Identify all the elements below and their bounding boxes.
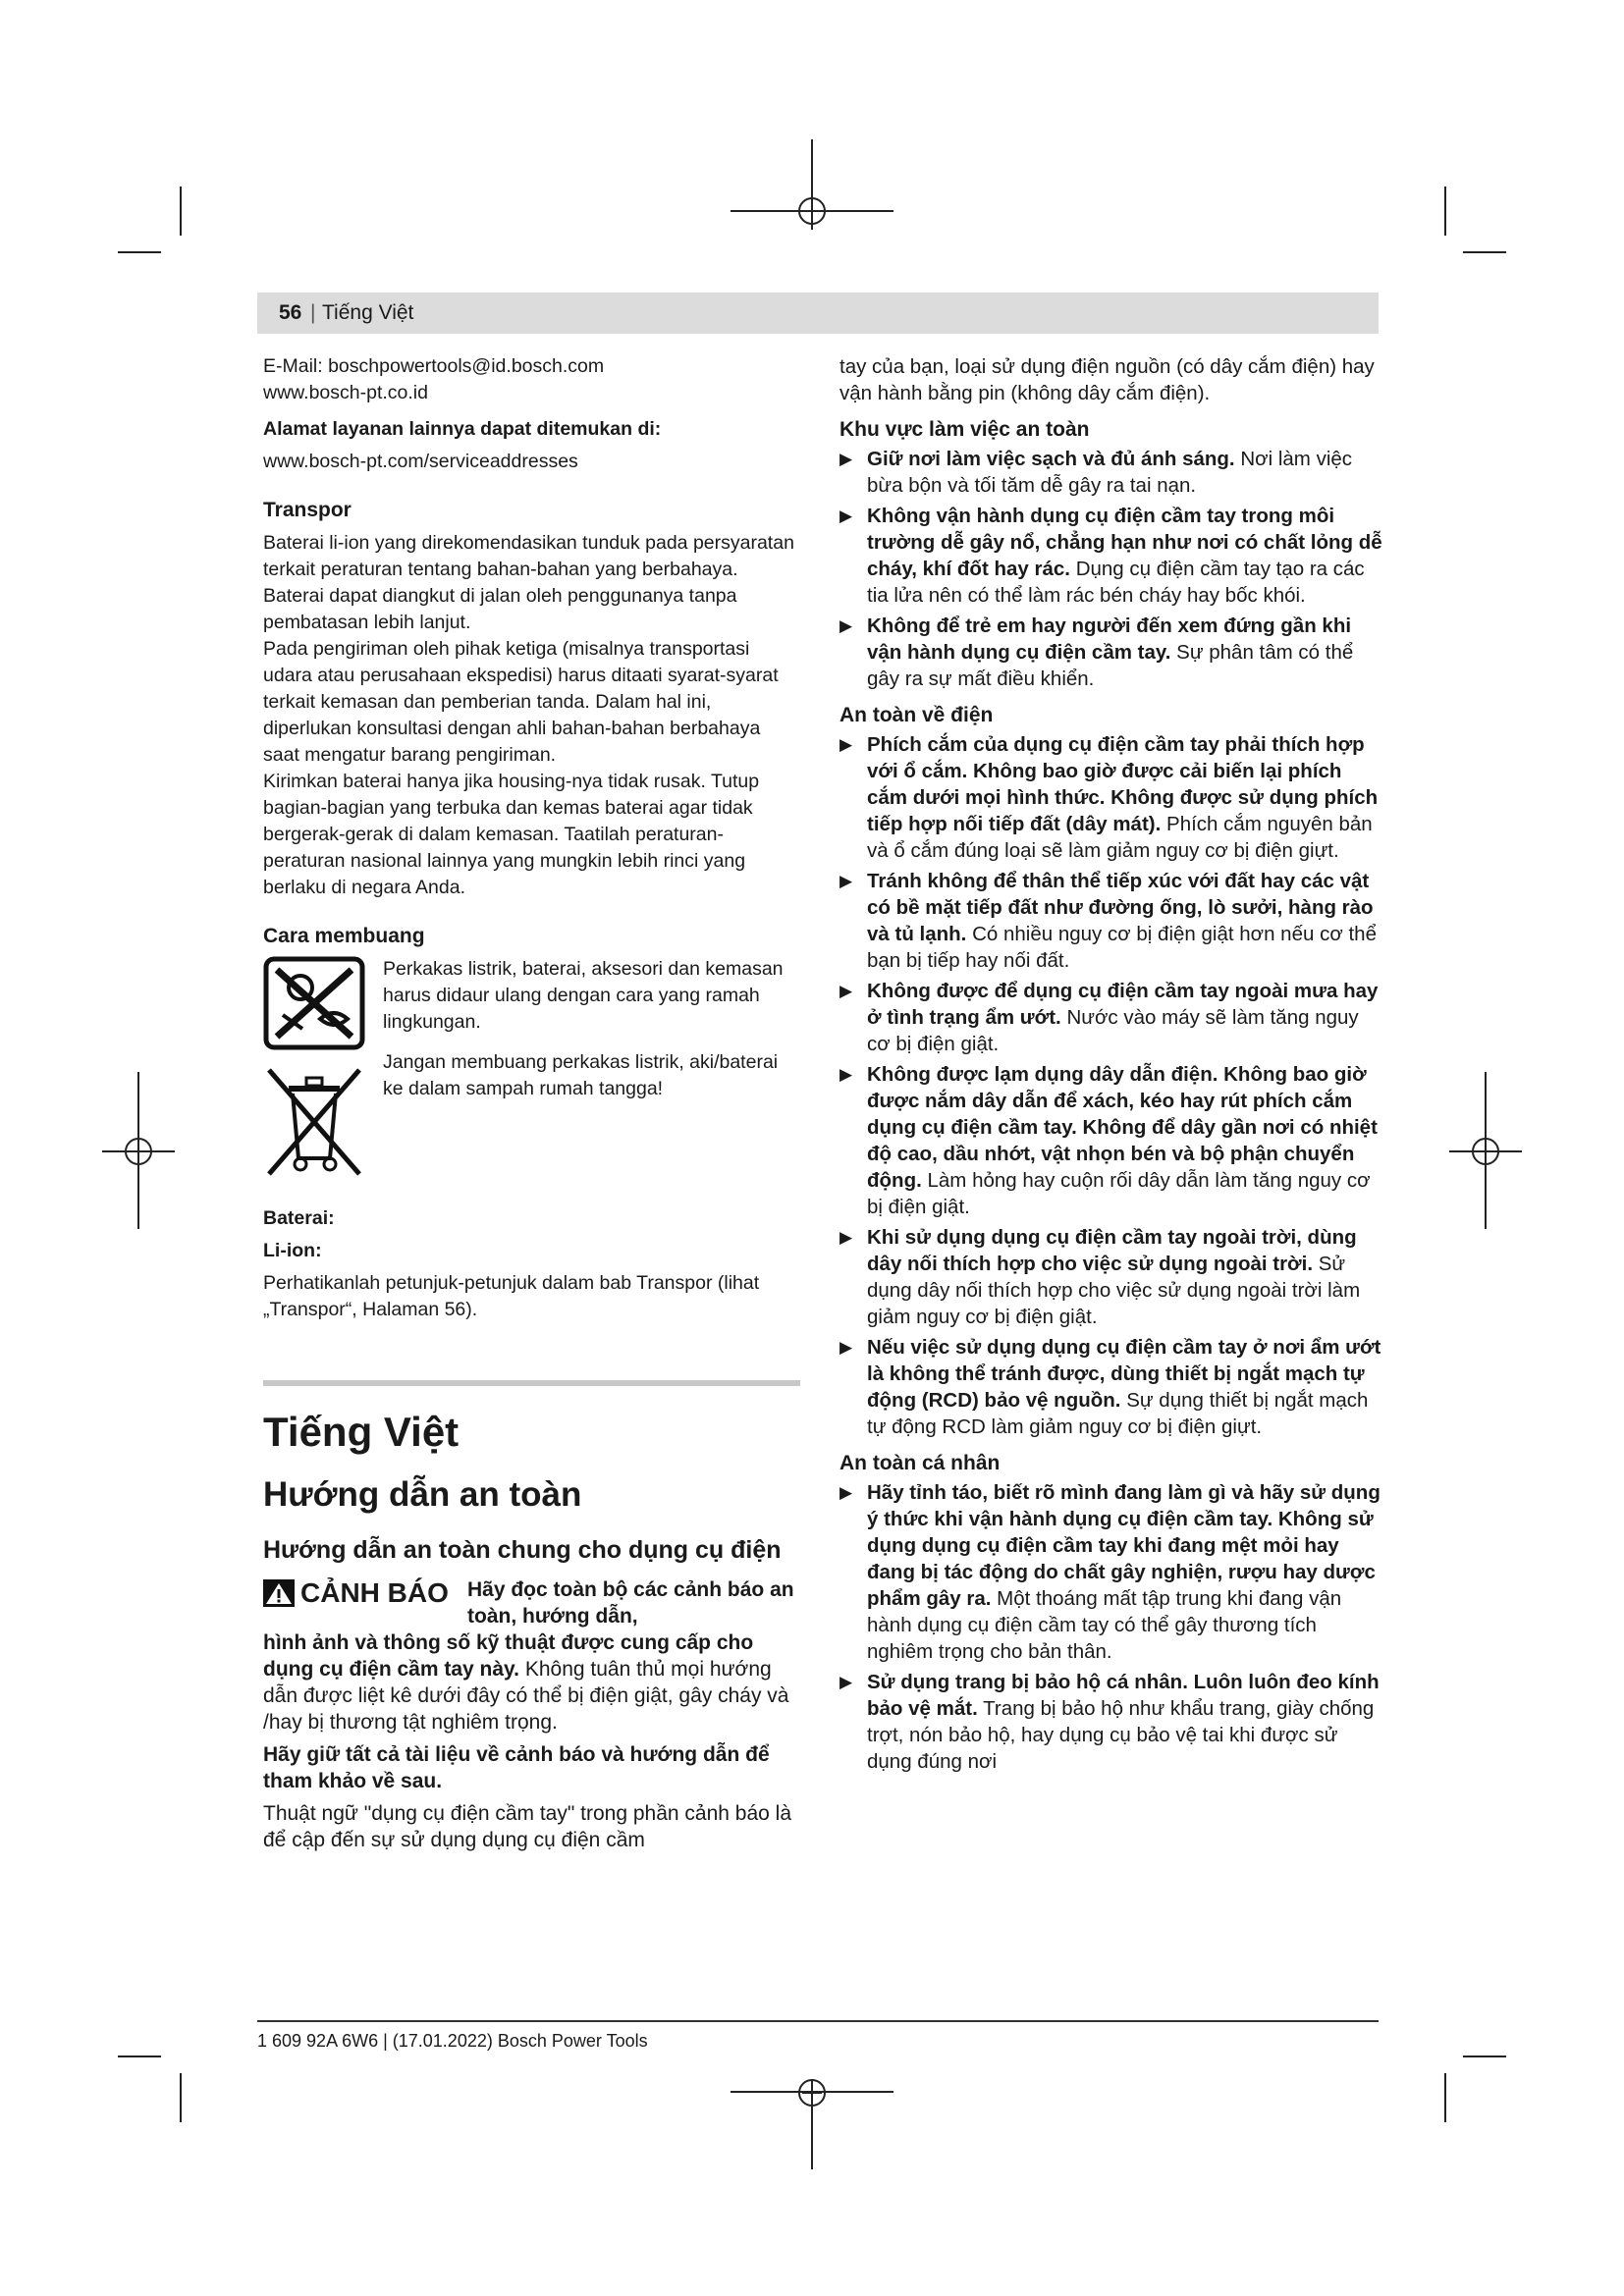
warning-bold-text: hình ảnh và thông số kỹ thuật được cung cấp cho dụng cụ điện cầm tay này. xyxy=(263,1631,754,1681)
disposal-paragraph-1: Perkakas listrik, baterai, aksesori dan kemasan harus didaur ulang dengan cara yang ramah lingkungan. xyxy=(383,958,784,1033)
bullet-text: Trang bị bảo hộ như khẩu trang, giày chống trợt, nón bảo hộ, hay dụng cụ bảo vệ tai khi được sử dụng đúng nơi xyxy=(867,1697,1375,1773)
disposal-block xyxy=(263,956,800,1188)
registration-mark-right xyxy=(1472,1138,1499,1165)
bullet-bold: Không vận hành dụng cụ điện cầm tay trong môi trường dễ gây nổ, chẳng hạn như nơi có chất lỏng dễ cháy, khí đốt hay rác. xyxy=(867,505,1382,580)
transpor-paragraph-3: Kirimkan baterai hanya jika housing-nya tidak rusak. Tutup bagian-bagian yang terbuka dan kemas baterai agar tidak bergerak-gerak di dalam kemasan. Taatilah peraturan-peraturan nasional lainnya yang mungkin lebih rinci yang berlaku di negara Anda. xyxy=(263,771,760,898)
bullet-text: Nước vào máy sẽ làm tăng nguy cơ bị điện giật. xyxy=(867,1006,1359,1055)
bullet-text: Một thoáng mất tập trung khi đang vận hành dụng cụ điện cầm tay có thể gây thương tích nghiêm trọng cho bản thân. xyxy=(867,1587,1342,1663)
general-safety-heading: Hướng dẫn an toàn chung cho dụng cụ điện xyxy=(263,1536,782,1564)
list-item xyxy=(839,731,1384,864)
warning-heading: Hãy đọc toàn bộ các cảnh báo an toàn, hướng dẫn, xyxy=(467,1578,794,1628)
list-item xyxy=(839,1334,1384,1440)
section-title: Tiếng Việt xyxy=(263,1409,460,1455)
section-divider xyxy=(263,1380,800,1386)
bullet-text: Phích cắm nguyên bản và ổ cắm đúng loại sẽ làm giảm nguy cơ bị điện giựt. xyxy=(867,813,1373,862)
crop-mark-top-right-h xyxy=(1463,251,1506,253)
crop-mark-bottom-right-v xyxy=(1444,2073,1446,2122)
term-definition-text: Thuật ngữ "dụng cụ điện cầm tay" trong phần cảnh báo là để cập đến sự sử dụng dụng cụ điện cầm xyxy=(263,1802,791,1851)
electrical-safety-list xyxy=(839,731,1384,1440)
registration-mark-top xyxy=(798,197,826,225)
bullet-bold: Giữ nơi làm việc sạch và đủ ánh sáng. xyxy=(867,448,1235,470)
service-address-url: www.bosch-pt.com/serviceaddresses xyxy=(263,451,578,472)
list-item xyxy=(839,1224,1384,1330)
bullet-text: Làm hỏng hay cuộn rối dây dẫn làm tăng nguy cơ bị điện giật. xyxy=(867,1169,1371,1218)
warning-triangle-icon xyxy=(263,1579,295,1607)
right-column xyxy=(839,353,1384,1779)
list-item xyxy=(839,978,1384,1057)
transport-note: Perhatikanlah petunjuk-petunjuk dalam bab Transpor (lihat „Transpor“, Halaman 56). xyxy=(263,1272,760,1320)
warning-normal-text: Không tuân thủ mọi hướng dẫn được liệt kê dưới đây có thể bị điện giật, gây cháy và /hay bị thương tật nghiêm trọng. xyxy=(263,1658,789,1734)
left-column xyxy=(263,353,800,1853)
bullet-bold: Phích cắm của dụng cụ điện cầm tay phải thích hợp với ổ cắm. Không bao giờ được cải biến lại phích cắm dưới mọi hình thức. Không được sử dụng phích tiếp hợp nối tiếp đất (dây mát). xyxy=(867,733,1379,835)
warning-label: CẢNH BÁO xyxy=(300,1577,449,1608)
crop-mark-top-left-h xyxy=(118,251,161,253)
bullet-bold: Không để trẻ em hay người đến xem đứng gần khi vận hành dụng cụ điện cầm tay. xyxy=(867,614,1352,664)
disposal-heading: Cara membuang xyxy=(263,925,425,947)
page-number: 56 xyxy=(279,301,302,324)
bullet-bold: Không được lạm dụng dây dẫn điện. Không bao giờ được nắm dây dẫn để xách, kéo hay rút phích cắm dụng cụ điện cầm tay. Không để dây gần nơi có nhiệt độ cao, dầu nhớt, vật nhọn bén và bộ phận chuyển động. xyxy=(867,1063,1378,1192)
contact-website: www.bosch-pt.co.id xyxy=(263,382,428,403)
footer-rule xyxy=(257,2020,1379,2022)
personal-safety-heading: An toàn cá nhân xyxy=(839,1452,1001,1474)
bullet-text: Nơi làm việc bừa bộn và tối tăm dễ gây ra tai nạn. xyxy=(867,448,1353,497)
bullet-text: Có nhiều nguy cơ bị điện giật hơn nếu cơ thể bạn bị tiếp hay nối đất. xyxy=(867,923,1377,972)
bullet-text: Dụng cụ điện cầm tay tạo ra các tia lửa nên có thể làm rác bén cháy hay bốc khói. xyxy=(867,558,1365,607)
electrical-safety-heading: An toàn về điện xyxy=(839,704,994,726)
safety-heading: Hướng dẫn an toàn xyxy=(263,1475,582,1514)
service-address-heading: Alamat layanan lainnya dapat ditemukan di: xyxy=(263,418,662,440)
list-item xyxy=(839,1479,1384,1665)
list-item xyxy=(839,1669,1384,1775)
warning-badge xyxy=(263,1576,467,1610)
list-item xyxy=(839,868,1384,974)
keep-documents-text: Hãy giữ tất cả tài liệu về cảnh báo và hướng dẫn để tham khảo về sau. xyxy=(263,1743,770,1792)
transpor-heading: Transpor xyxy=(263,499,352,521)
list-item xyxy=(839,503,1384,609)
transpor-paragraph-1: Baterai li-ion yang direkomendasikan tunduk pada persyaratan terkait peraturan tentang bahan-bahan yang berbahaya. Baterai dapat diangkut di jalan oleh penggunanya tanpa pembatasan lebih lanjut. xyxy=(263,532,794,633)
header-separator: | xyxy=(310,301,316,324)
liion-label: Li-ion: xyxy=(263,1240,322,1261)
bullet-bold: Sử dụng trang bị bảo hộ cá nhân. Luôn luôn đeo kính bảo vệ mắt. xyxy=(867,1671,1380,1720)
recycle-symbol-icon xyxy=(263,956,365,1050)
list-item xyxy=(839,1061,1384,1220)
registration-mark-bottom xyxy=(798,2079,826,2107)
transpor-paragraph-2: Pada pengiriman oleh pihak ketiga (misalnya transportasi udara atau perusahaan ekspedisi) harus ditaati syarat-syarat terkait kemasan dan pemberian tanda. Dalam hal ini, diperlukan konsultasi dengan ahli bahan-bahan berbahaya saat mengatur barang pengiriman. xyxy=(263,638,779,766)
bullet-text: Sử dụng dây nối thích hợp cho việc sử dụng ngoài trời làm giảm nguy cơ bị điện giật. xyxy=(867,1253,1361,1328)
page-header xyxy=(257,293,1379,334)
bullet-bold: Không được để dụng cụ điện cầm tay ngoài mưa hay ở tình trạng ẩm ướt. xyxy=(867,980,1379,1029)
bullet-bold: Nếu việc sử dụng dụng cụ điện cầm tay ở nơi ẩm ướt là không thể tránh được, dùng thiết bị ngắt mạch tự động (RCD) bảo vệ nguồn. xyxy=(867,1336,1381,1412)
bullet-bold: Tránh không để thân thể tiếp xúc với đất hay các vật có bề mặt tiếp đất như đường ống, lò sưởi, hàng rào và tủ lạnh. xyxy=(867,870,1374,945)
list-item xyxy=(839,446,1384,499)
disposal-paragraph-2: Jangan membuang perkakas listrik, aki/baterai ke dalam sampah rumah tangga! xyxy=(383,1051,779,1099)
header-title: Tiếng Việt xyxy=(322,301,414,324)
list-item xyxy=(839,613,1384,692)
warning-row xyxy=(263,1576,800,1629)
crop-mark-top-right-v xyxy=(1444,187,1446,236)
crossed-bin-icon xyxy=(263,1064,365,1180)
battery-label: Baterai: xyxy=(263,1207,335,1229)
bullet-bold: Khi sử dụng dụng cụ điện cầm tay ngoài trời, dùng dây nối thích hợp cho việc sử dụng ngoài trời. xyxy=(867,1226,1357,1275)
crop-mark-top-left-v xyxy=(180,187,182,236)
bullet-text: Sự dụng thiết bị ngắt mạch tự động RCD làm giảm nguy cơ bị điện giựt. xyxy=(867,1389,1369,1438)
crop-mark-bottom-left-v xyxy=(180,2073,182,2122)
warning-text xyxy=(263,1629,800,1735)
registration-mark-left xyxy=(125,1138,152,1165)
work-area-heading: Khu vực làm việc an toàn xyxy=(839,418,1090,441)
work-area-list xyxy=(839,446,1384,692)
bullet-text: Sự phân tâm có thể gây ra sự mất điều khiển. xyxy=(867,641,1354,690)
personal-safety-list xyxy=(839,1479,1384,1775)
crop-mark-bottom-left-h xyxy=(118,2056,161,2057)
continued-text: tay của bạn, loại sử dụng điện nguồn (có dây cắm điện) hay vận hành bằng pin (không dây cắm điện). xyxy=(839,355,1375,404)
contact-email: E-Mail: boschpowertools@id.bosch.com xyxy=(263,355,605,377)
page-footer: 1 609 92A 6W6 | (17.01.2022) Bosch Power Tools xyxy=(257,2031,648,2051)
crop-mark-bottom-right-h xyxy=(1463,2056,1506,2057)
bullet-bold: Hãy tỉnh táo, biết rõ mình đang làm gì và hãy sử dụng ý thức khi vận hành dụng cụ điện cầm tay. Không sử dụng dụng cụ điện cầm tay khi đang mệt mỏi hay đang bị tác động do chất gây nghiện, rượu hay dược phẩm gây ra. xyxy=(867,1481,1380,1610)
